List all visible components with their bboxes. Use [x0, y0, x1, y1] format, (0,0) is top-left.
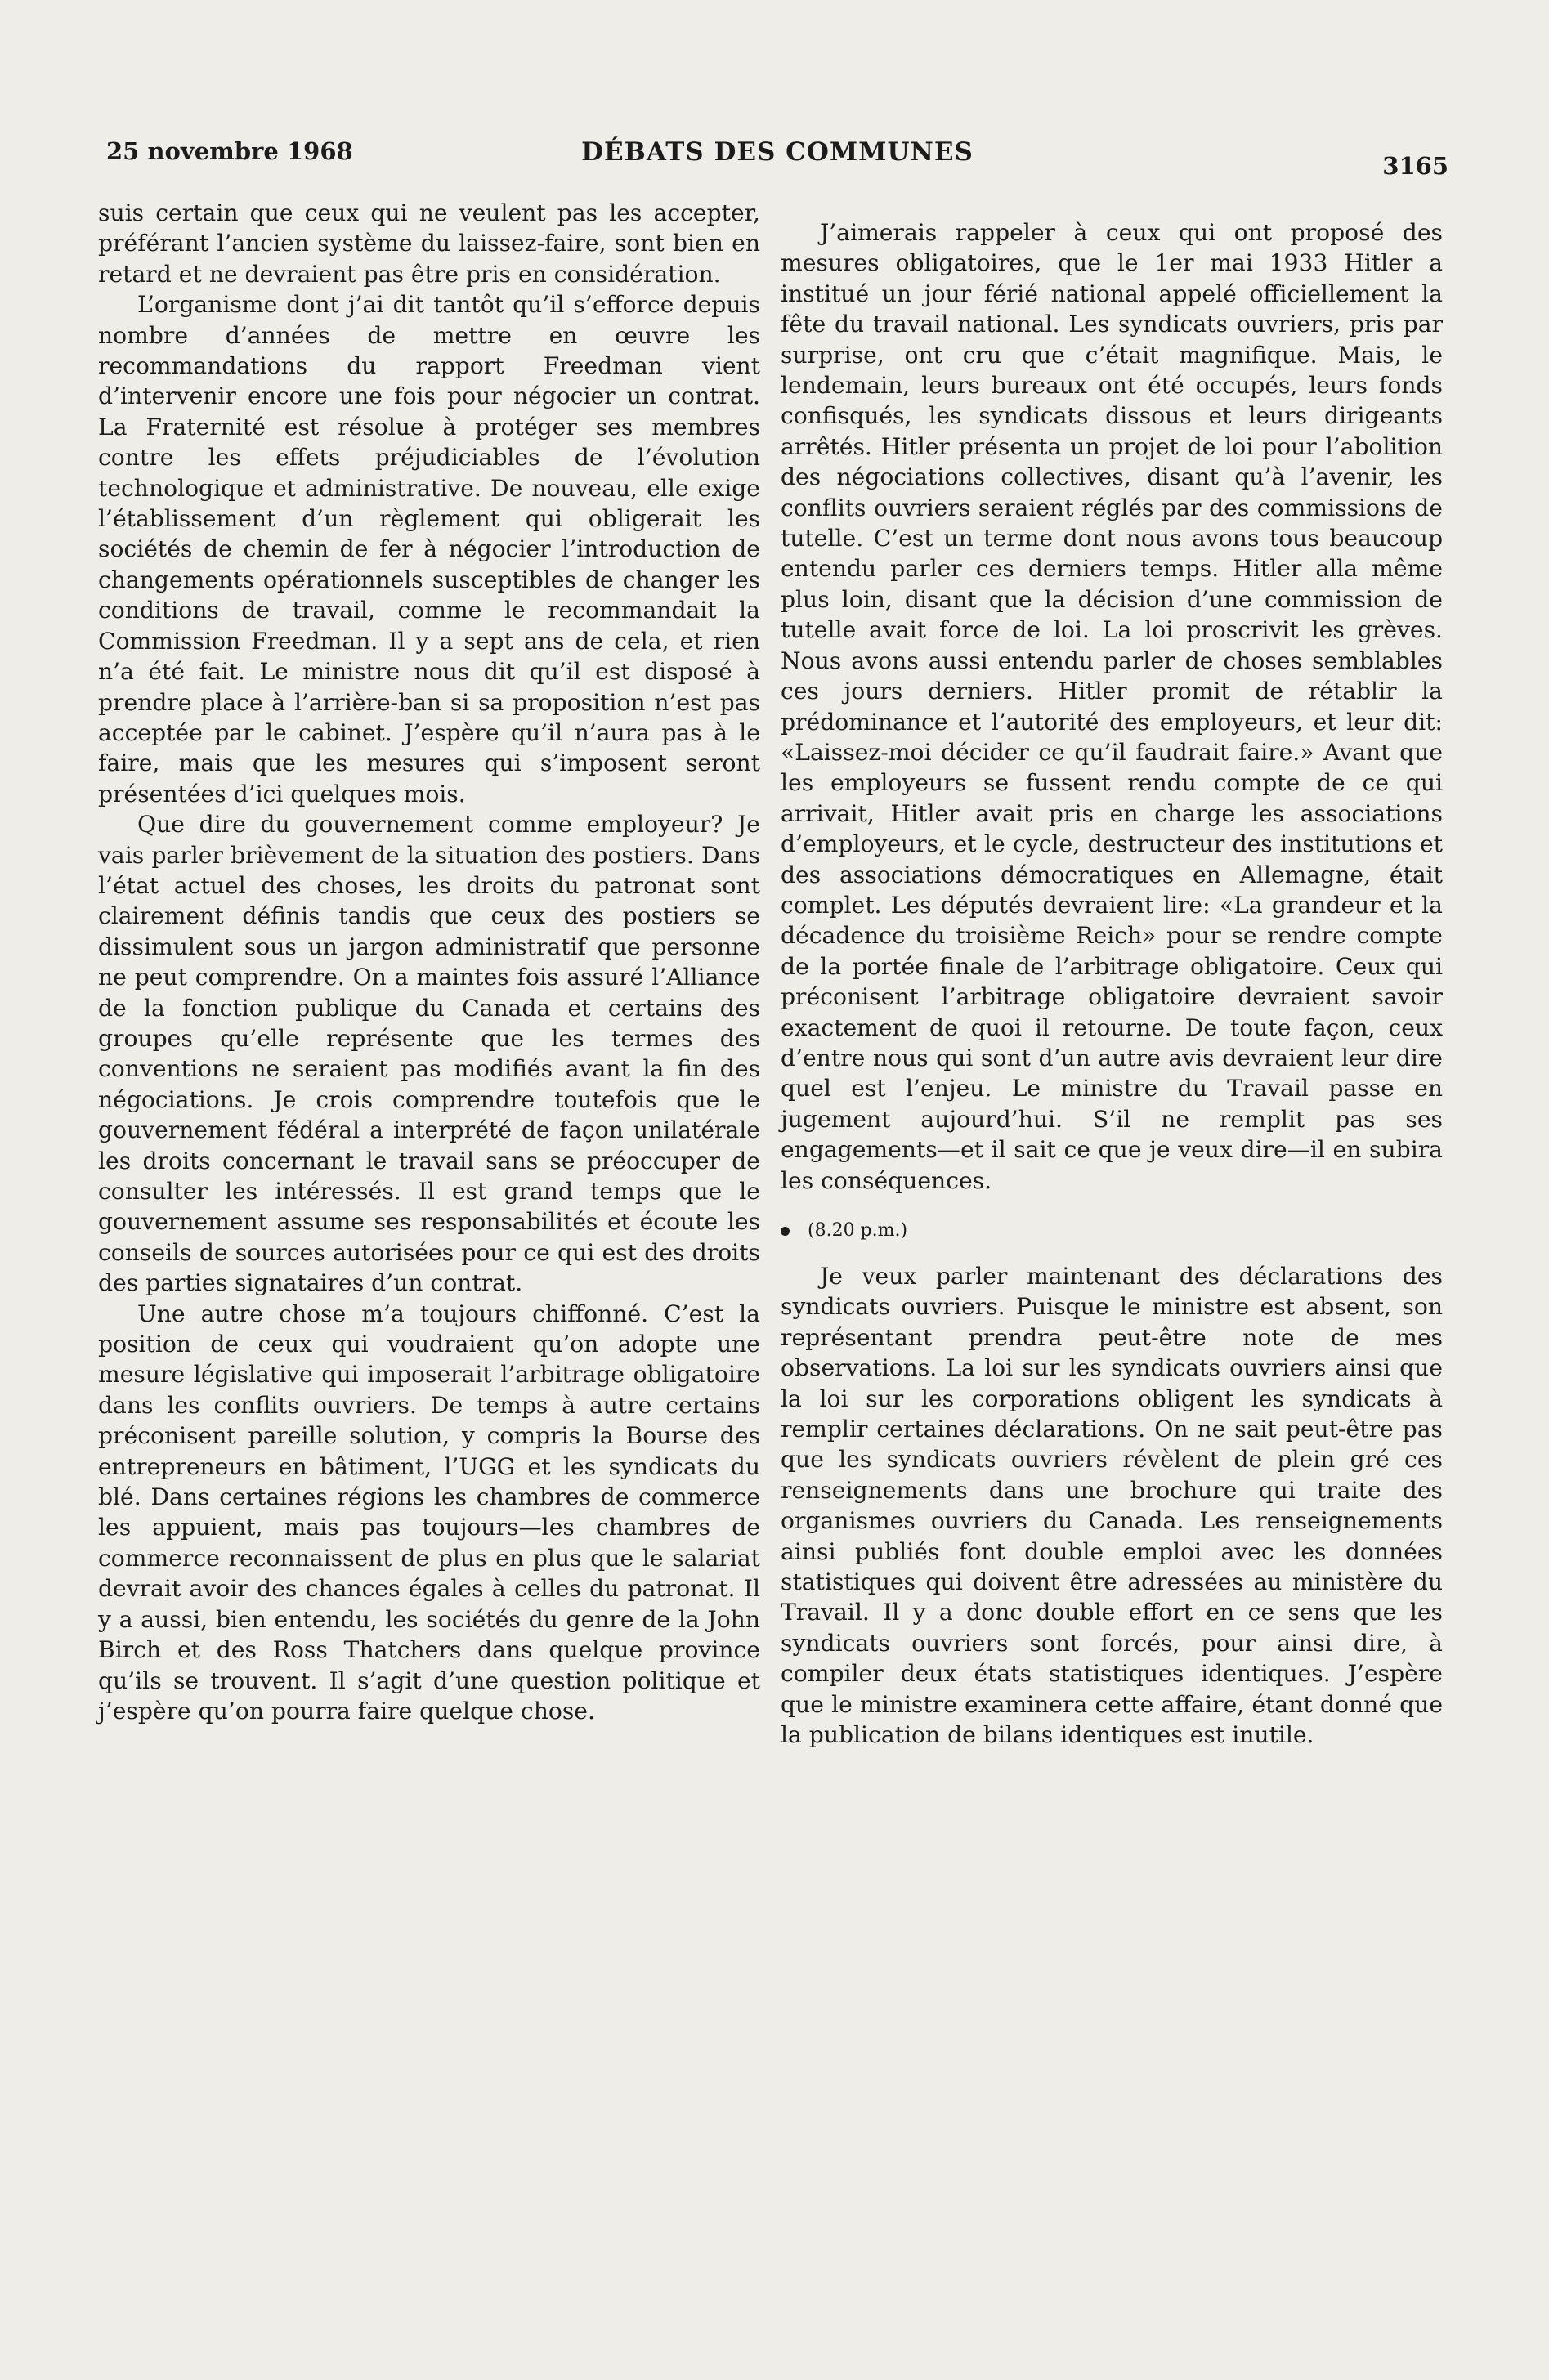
- header-title: DÉBATS DES COMMUNES: [581, 137, 974, 167]
- paragraph: Je veux parler maintenant des déclarations des syndicats ouvriers. Puisque le ministre est absent, son représentant prendra peut-être note de mes observations. La loi sur les syndicats ouvriers ainsi que la loi sur les corporations obligent les syndicats à remplir certaines déclarations. On ne sait peut-être pas que les syndicats ouvriers révèlent de plein gré ces renseignements dans une brochure qui traite des organismes ouvriers du Canada. Les renseignements ainsi publiés font double emploi avec les données statistiques qui doivent être adressées au ministère du Travail. Il y a donc double effort en ce sens que les syndicats ouvriers sont forcés, pour ainsi dire, à compiler deux états statistiques identiques. J’espère que le ministre examinera cette affaire, étant donné que la publication de bilans identiques est inutile.: [781, 1263, 1443, 1749]
- page-number: 3165: [1382, 152, 1448, 180]
- page-header: [98, 137, 1457, 178]
- paragraph: J’aimerais rappeler à ceux qui ont proposé des mesures obligatoires, que le 1er mai 1933 Hitler a institué un jour férié national appelé officiellement la fête du travail national. Les syndicats ouvriers, pris par surprise, ont cru que c’était magnifique. Mais, le lendemain, leurs bureaux ont été occupés, leurs fonds confisqués, les syndicats dissous et leurs dirigeants arrêtés. Hitler présenta un projet de loi pour l’abolition des négociations collectives, disant qu’à l’avenir, les conflits ouvriers seraient réglés par des commissions de tutelle. C’est un terme dont nous avons tous beaucoup entendu parler ces derniers temps. Hitler alla même plus loin, disant que la décision d’une commission de tutelle avait force de loi. La loi proscrivit les grèves. Nous avons aussi entendu parler de choses semblables ces jours derniers. Hitler promit de rétablir la prédominance et l’autorité des employeurs, et leur dit: «Laissez-moi décider ce qu’il faudrait faire.» Avant que les employeurs se fussent rendu compte de ce qui arrivait, Hitler avait pris en charge les associations d’employeurs, et le cycle, destructeur des institutions et des associations démocratiques en Allemagne, était complet. Les députés devraient lire: «La grandeur et la décadence du troisième Reich» pour se rendre compte de la portée finale de l’arbitrage obligatoire. Ceux qui préconisent l’arbitrage obligatoire devraient savoir exactement de quoi il retourne. De toute façon, ceux d’entre nous qui sont d’un autre avis devraient leur dire quel est l’enjeu. Le ministre du Travail passe en jugement aujourd’hui. S’il ne remplit pas ses engagements—et il sait ce que je veux dire—il en subira les conséquences.: [781, 219, 1443, 1194]
- paragraph: L’organisme dont j’ai dit tantôt qu’il s’efforce depuis nombre d’années de mettre en œuvre les recommandations du rapport Freedman vient d’intervenir encore une fois pour négocier un contrat. La Fraternité est résolue à protéger ses membres contre les effets préjudiciables de l’évolution technologique et administrative. De nouveau, elle exige l’établissement d’un règlement qui obligerait les sociétés de chemin de fer à négocier l’introduction de changements opérationnels susceptibles de changer les conditions de travail, comme le recommandait la Commission Freedman. Il y a sept ans de cela, et rien n’a été fait. Le ministre nous dit qu’il est disposé à prendre place à l’arrière-ban si sa proposition n’est pas acceptée par le cabinet. J’espère qu’il n’aura pas à le faire, mais que les mesures qui s’imposent seront présentées d’ici quelques mois.: [98, 291, 760, 808]
- paragraph: Que dire du gouvernement comme employeur? Je vais parler brièvement de la situation des postiers. Dans l’état actuel des choses, les droits du patronat sont clairement définis tandis que ceux des postiers se dissimulent sous un jargon administratif que personne ne peut comprendre. On a maintes fois assuré l’Alliance de la fonction publique du Canada et certains des groupes qu’elle représente que les termes des conventions ne seraient pas modifiés avant la fin des négociations. Je crois comprendre toutefois que le gouvernement fédéral a interprété de façon unilatérale les droits concernant le travail sans se préoccuper de consulter les intéressés. Il est grand temps que le gouvernement assume ses responsabilités et écoute les conseils de sources autorisées pour ce qui est des droits des parties signataires d’un contrat.: [98, 811, 760, 1297]
- time-marker-text: (8.20 p.m.): [808, 1220, 908, 1241]
- paragraph: Une autre chose m’a toujours chiffonné. C’est la position de ceux qui voudraient qu’on adopte une mesure législative qui imposerait l’arbitrage obligatoire dans les conflits ouvriers. De temps à autre certains préconisent pareille solution, y compris la Bourse des entrepreneurs en bâtiment, l’UGG et les syndicats du blé. Dans certaines régions les chambres de commerce les appuient, mais pas toujours—les chambres de commerce reconnaissent de plus en plus que le salariat devrait avoir des chances égales à celles du patronat. Il y a aussi, bien entendu, les sociétés du genre de la John Birch et des Ross Thatchers dans quelque province qu’ils se trouvent. Il s’agit d’une question politique et j’espère qu’on pourra faire quelque chose.: [98, 1300, 760, 1725]
- paragraph: suis certain que ceux qui ne veulent pas les accepter, préférant l’ancien système du laissez-faire, sont bien en retard et ne devraient pas être pris en considération.: [98, 199, 760, 288]
- header-date: 25 novembre 1968: [106, 137, 353, 165]
- time-marker: [781, 1219, 1443, 1243]
- bullet-icon: [781, 1227, 790, 1236]
- right-column: [781, 217, 1443, 1751]
- left-column: [98, 198, 760, 1726]
